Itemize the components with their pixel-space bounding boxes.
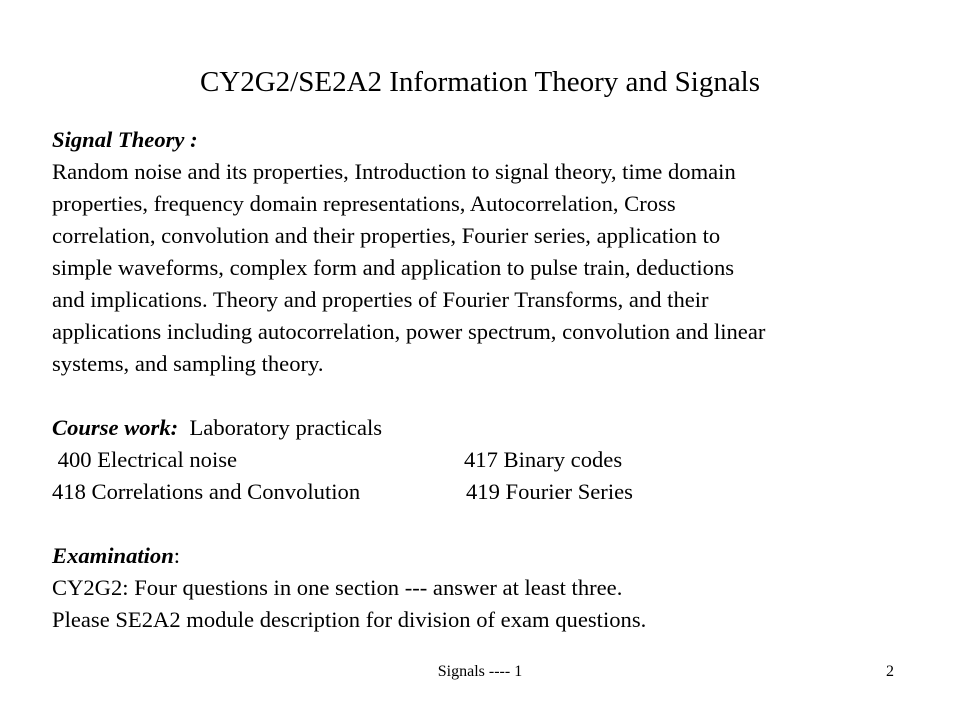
footer-text: Signals ---- 1 <box>437 663 523 680</box>
examination-heading-line <box>52 540 932 572</box>
signal-theory-line: and implications. Theory and properties of Fourier Transforms, and their <box>52 287 709 312</box>
slide-title: CY2G2/SE2A2 Information Theory and Signals <box>199 66 761 98</box>
signal-theory-line: simple waveforms, complex form and application to pulse train, deductions <box>52 255 735 280</box>
signal-theory-line: applications including autocorrelation, power spectrum, convolution and linear <box>52 319 766 344</box>
slide-body <box>52 124 932 636</box>
practical-item: 418 Correlations and Convolution <box>52 479 361 504</box>
practical-item: 419 Fourier Series <box>466 479 633 504</box>
signal-theory-line: correlation, convolution and their properties, Fourier series, application to <box>52 223 721 248</box>
blank-line <box>52 380 932 412</box>
examination-line: CY2G2: Four questions in one section --- answer at least three. <box>52 575 623 600</box>
practical-row <box>52 444 932 476</box>
signal-theory-line: Random noise and its properties, Introduction to signal theory, time domain <box>52 159 736 184</box>
practical-row <box>52 476 932 508</box>
practical-item: 400 Electrical noise <box>52 447 238 472</box>
examination-line: Please SE2A2 module description for division of exam questions. <box>52 607 647 632</box>
signal-theory-heading: Signal Theory : <box>52 127 198 152</box>
practical-item: 417 Binary codes <box>464 447 623 472</box>
course-work-text: Laboratory practicals <box>178 415 383 440</box>
examination-heading: Examination <box>52 543 174 568</box>
examination-heading-suffix: : <box>173 543 181 568</box>
page-number: 2 <box>886 663 894 680</box>
blank-line <box>52 508 932 540</box>
course-work-line <box>52 412 932 444</box>
course-work-heading: Course work: <box>52 415 179 440</box>
signal-theory-heading-line <box>52 124 932 156</box>
signal-theory-line: systems, and sampling theory. <box>52 351 324 376</box>
signal-theory-line: properties, frequency domain representations, Autocorrelation, Cross <box>52 191 676 216</box>
